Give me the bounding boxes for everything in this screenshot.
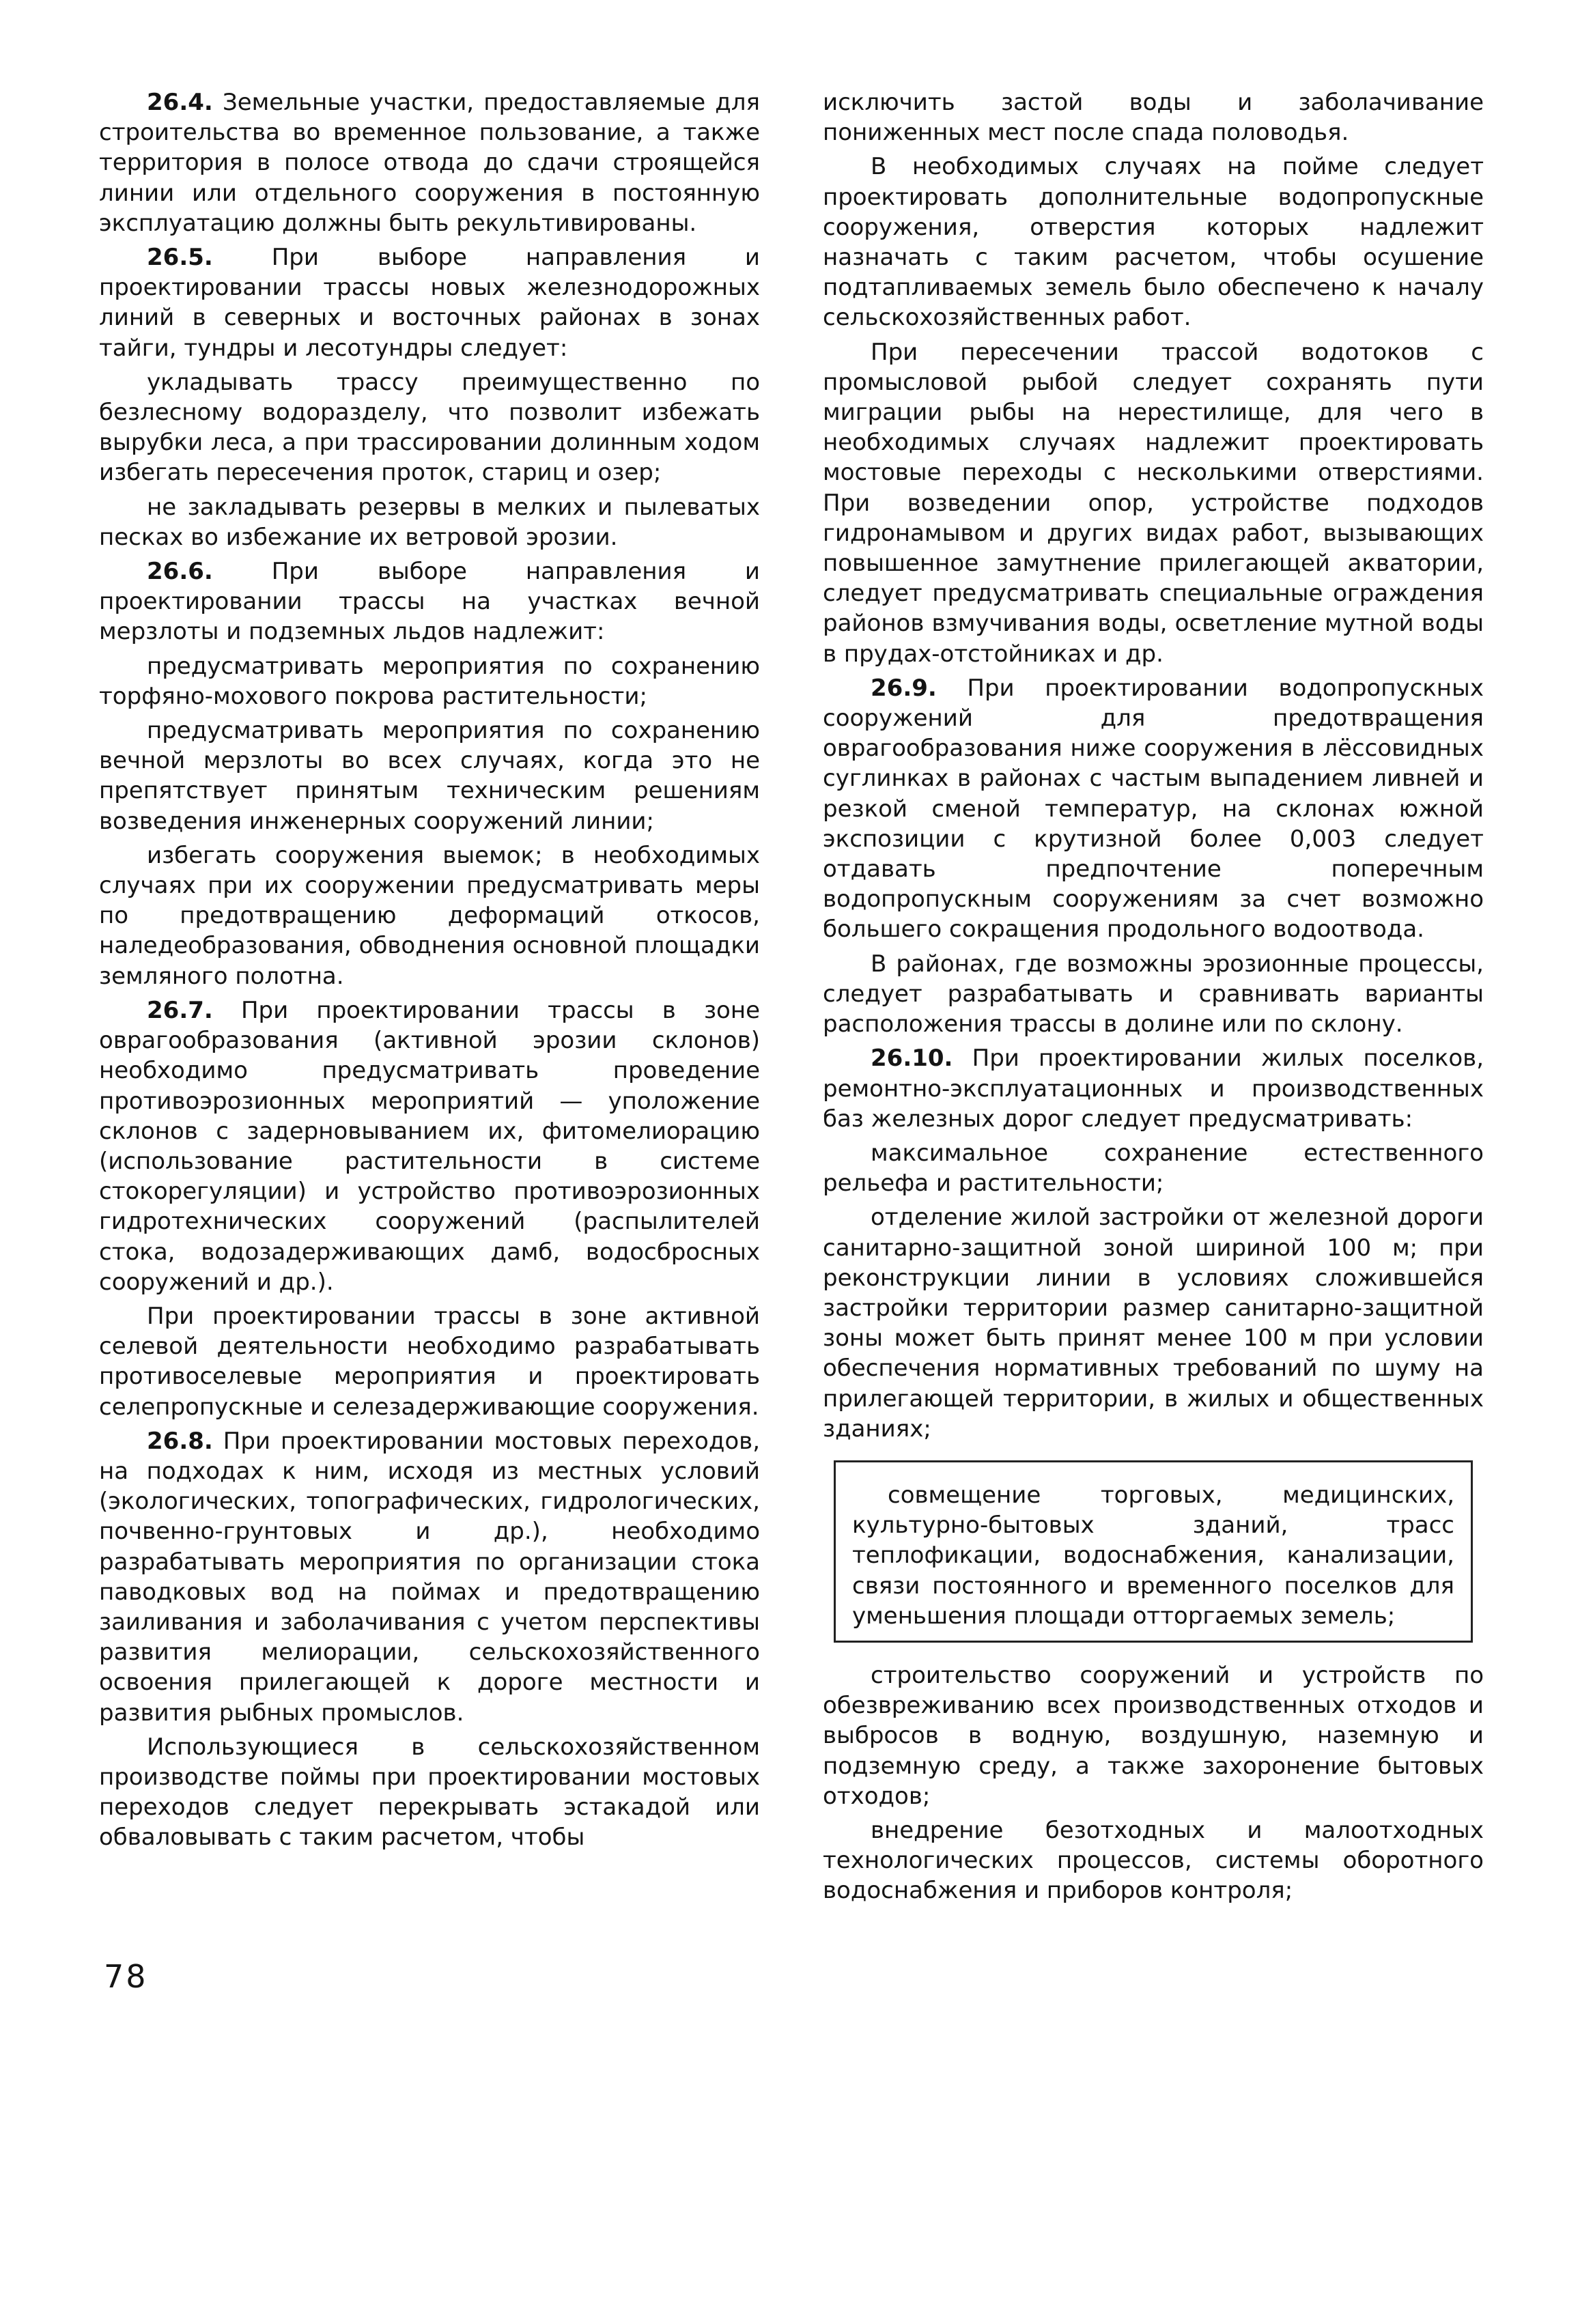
list-item (99, 840, 760, 991)
paragraph-text: При выборе направления и проектировании трассы новых железнодорожных линий в северных и восточных районах в зонах тайги, тундры и лесотундры следует: (99, 244, 760, 362)
clause-number: 26.5. (147, 244, 213, 272)
paragraph-text: При проектировании водопропускных сооружений для предотвращения оврагообразования ниже сооружения в лёссовидных суглинках в районах с частым выпадением ливней и резкой сменой температур, на склонах южной экспозиции с крутизной более 0,003 следует отдавать предпочтение поперечным водопропускным сооружениям за счет возможно большего сокращения продольного водоотвода. (823, 674, 1484, 944)
paragraph (823, 152, 1484, 332)
list-item (99, 367, 760, 488)
paragraph-text: не закладывать резервы в мелких и пылеватых песках во избежание их ветровой эрозии. (99, 493, 760, 551)
paragraph-text: Использующиеся в сельскохозяйственном производстве поймы при проектировании мостовых переходов следует перекрывать эстакадой или обваловывать с таким расчетом, чтобы (99, 1733, 760, 1852)
paragraph-26-10 (823, 1043, 1484, 1134)
list-item (99, 651, 760, 711)
paragraph (99, 1732, 760, 1853)
paragraph-text: При выборе направления и проектировании трассы на участках вечной мерзлоты и подземных льдов надлежит: (99, 558, 760, 646)
clause-number: 26.4. (147, 89, 213, 116)
paragraph-text: При пересечении трассой водотоков с промысловой рыбой следует сохранять пути миграции рыбы на нерестилище, для чего в необходимых случаях надлежит проектировать мостовые переходы с несколькими отверстиями. При возведении опор, устройстве подходов гидронамывом и других видах работ, вызывающих повышенное замутнение прилегающей акватории, следует предусматривать специальные ограждения районов взмучивания воды, осветление мутной воды в прудах-отстойниках и др. (823, 338, 1484, 668)
list-item (823, 1660, 1484, 1811)
paragraph (823, 949, 1484, 1040)
paragraph-26-8 (99, 1426, 760, 1728)
list-item (823, 1138, 1484, 1198)
list-item (99, 715, 760, 836)
paragraph-text: При проектировании трассы в зоне активной селевой деятельности необходимо разрабатывать противоселевые мероприятия и проектировать селепропускные и селезадерживающие сооружения. (99, 1302, 760, 1421)
paragraph-text: избегать сооружения выемок; в необходимых случаях при их сооружении предусматривать меры по предотвращению деформаций откосов, наледеобразования, обводнения основной площадки земляного полотна. (99, 841, 760, 990)
clause-number: 26.8. (147, 1427, 213, 1455)
page-number: 78 (104, 1958, 148, 1995)
paragraph-text: При проектировании мостовых переходов, на подходах к ним, исходя из местных условий (экологических, топографических, гидрологических, почвенно-грунтовых и др.), необходимо разрабатывать мероприятия по организации стока паводковых вод на поймах и предотвращению заиливания и заболачивания с учетом перспективы развития мелиорации, сельскохозяйственного освоения прилегающей к дороге местности и развития рыбных промыслов. (99, 1427, 760, 1727)
left-column (99, 87, 760, 1853)
paragraph (823, 337, 1484, 669)
paragraph-26-4 (99, 87, 760, 238)
paragraph-text: Земельные участки, предоставляемые для строительства во временное пользование, а также территория в полосе отвода до сдачи строящейся линии или отдельного сооружения в постоянную эксплуатацию должны быть рекультивированы. (99, 89, 760, 237)
paragraph-26-6 (99, 556, 760, 647)
boxed-paragraph: совмещение торговых, медицинских, культурно-бытовых зданий, трасс теплофикации, водоснабжения, канализации, связи постоянного и временного поселков для уменьшения площади отторгаемых земель; (852, 1481, 1454, 1630)
paragraph-text: строительство сооружений и устройств по обезвреживанию всех производственных отходов и выбросов в водную, воздушную, наземную и подземную среду, а также захоронение бытовых отходов; (823, 1661, 1484, 1810)
paragraph-text: предусматривать мероприятия по сохранению торфяно-мохового покрова растительности; (99, 652, 760, 710)
right-column (823, 87, 1484, 1906)
paragraph-26-9 (823, 673, 1484, 945)
paragraph-text: исключить застой воды и заболачивание пониженных мест после спада половодья. (823, 89, 1484, 147)
clause-number: 26.10. (871, 1045, 953, 1073)
paragraph-text: В районах, где возможны эрозионные процессы, следует разрабатывать и сравнивать варианты расположения трассы в долине или по склону. (823, 950, 1484, 1038)
paragraph-text: отделение жилой застройки от железной дороги санитарно-защитной зоной шириной 100 м; при реконструкции линии в условиях сложившейся застройки территории размер санитарно-защитной зоны может быть принят менее 100 м при условии обеспечения нормативных требований по шуму на прилегающей территории, в жилых и общественных зданиях; (823, 1204, 1484, 1443)
paragraph-text: максимальное сохранение естественного рельефа и растительности; (823, 1139, 1484, 1198)
list-item (823, 1815, 1484, 1906)
list-item (99, 492, 760, 552)
paragraph-text: При проектировании трассы в зоне оврагообразования (активной эрозии склонов) необходимо предусматривать проведение противоэрозионных мероприятий — уположение склонов с задерновыванием их, фитомелиорацию (использование растительности в системе стокорегуляции) и устройство противоэрозионных гидротехнических сооружений (распылителей стока, водозадерживающих дамб, водосбросных сооружений и др.). (99, 996, 760, 1296)
paragraph-continuation (823, 87, 1484, 147)
clause-number: 26.9. (871, 674, 937, 702)
paragraph (99, 1301, 760, 1422)
paragraph-text: предусматривать мероприятия по сохранению вечной мерзлоты во всех случаях, когда это не препятствует принятым техническим решениям возведения инженерных сооружений линии; (99, 717, 760, 835)
paragraph-text: При проектировании жилых поселков, ремонтно-эксплуатационных и производственных баз железных дорог следует предусматривать: (823, 1045, 1484, 1133)
paragraph-26-5 (99, 242, 760, 363)
paragraph-26-7 (99, 995, 760, 1297)
boxed-inset (834, 1460, 1473, 1643)
paragraph-text: В необходимых случаях на пойме следует проектировать дополнительные водопропускные сооружения, отверстия которых надлежит назначать с таким расчетом, чтобы осушение подтапливаемых земель было обеспечено к началу сельскохозяйственных работ. (823, 153, 1484, 332)
clause-number: 26.7. (147, 996, 213, 1024)
clause-number: 26.6. (147, 558, 213, 586)
list-item (823, 1202, 1484, 1444)
paragraph-text: укладывать трассу преимущественно по безлесному водоразделу, что позволит избежать вырубки леса, а при трассировании долинным ходом избегать пересечения проток, стариц и озер; (99, 368, 760, 487)
paragraph-text: внедрение безотходных и малоотходных технологических процессов, системы оборотного водоснабжения и приборов контроля; (823, 1816, 1484, 1905)
